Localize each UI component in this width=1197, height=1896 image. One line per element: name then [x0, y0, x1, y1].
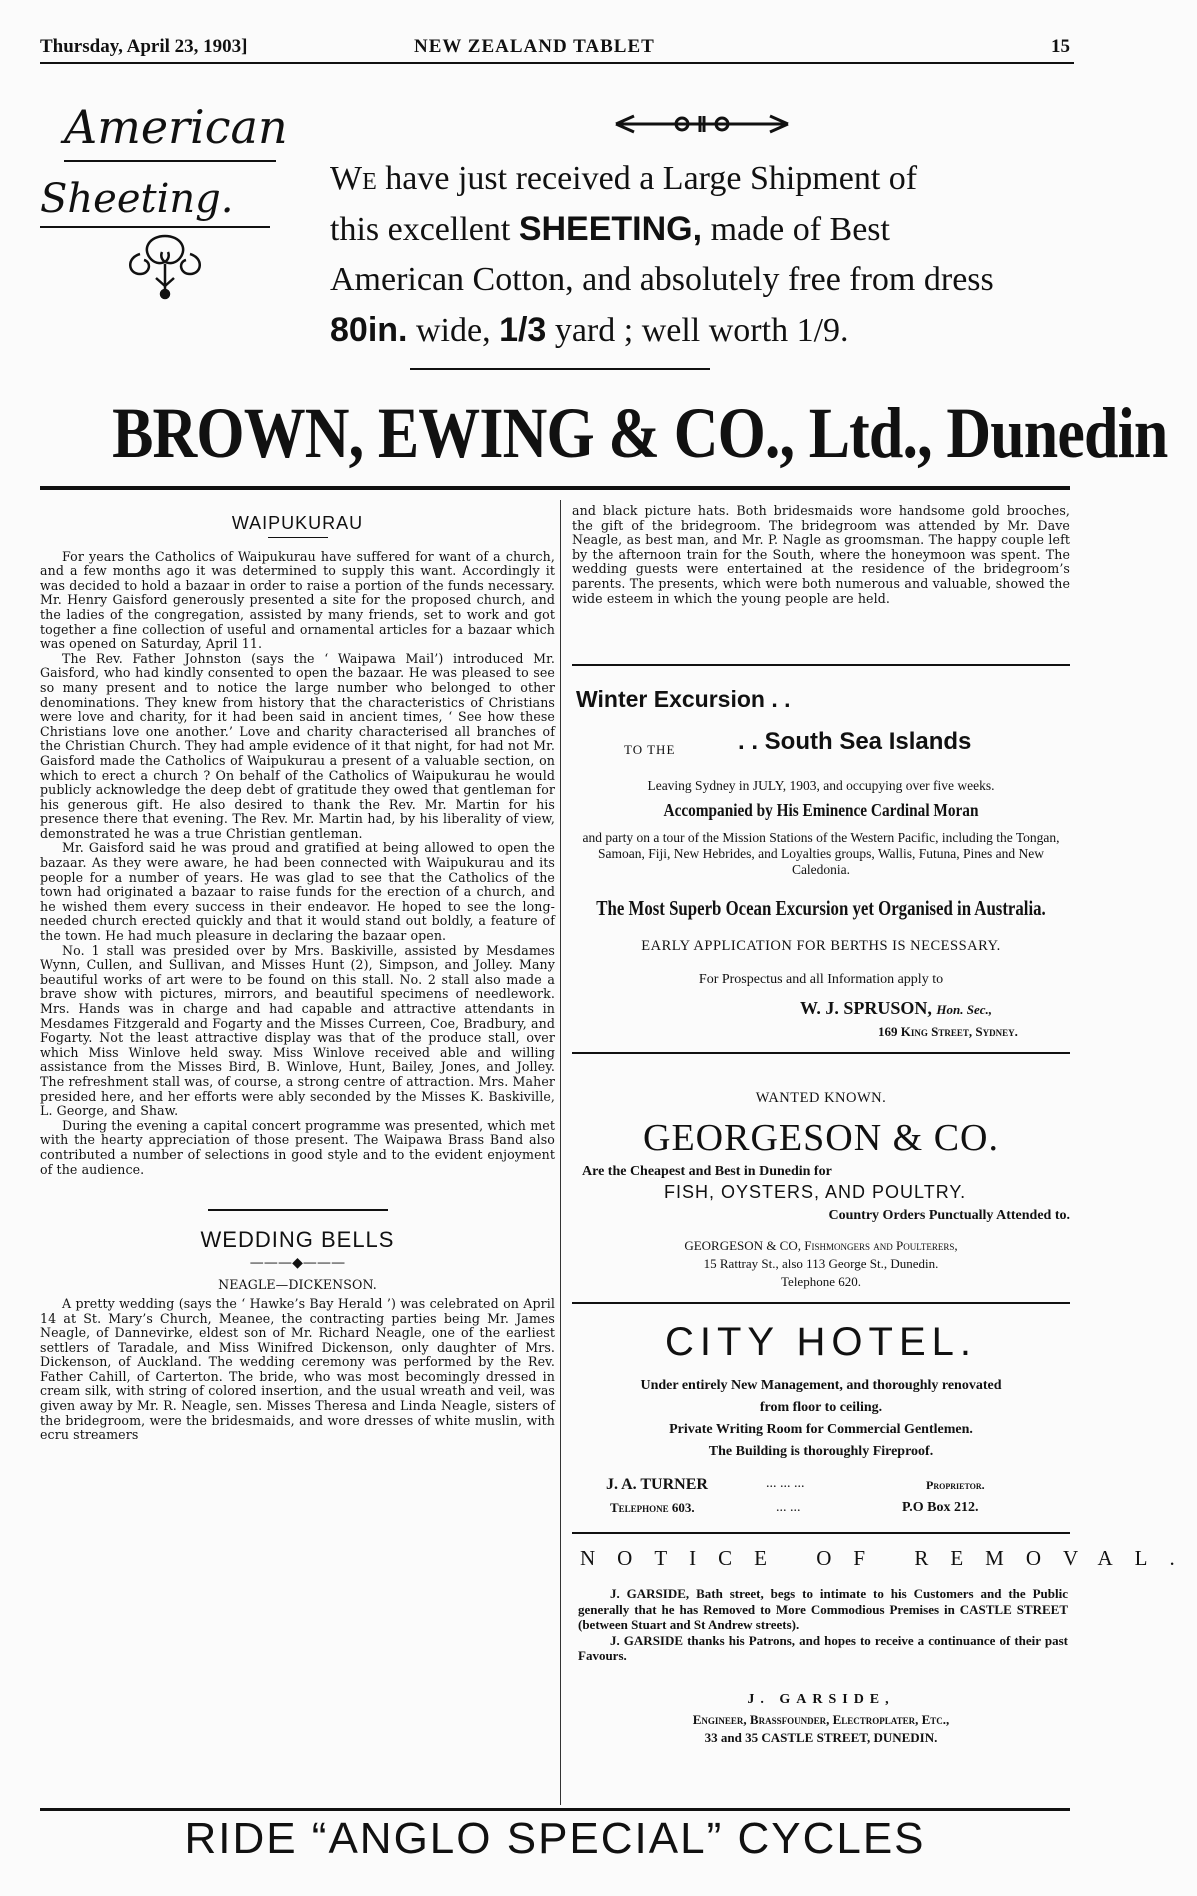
ad-line-2a: this excellent — [330, 211, 511, 248]
sheeting-ad-text — [330, 154, 1060, 356]
removal-body — [578, 1586, 1068, 1664]
hotel-line-1: Under entirely New Management, and thoroughly renovated — [640, 1378, 1002, 1393]
right-rule-3 — [572, 1302, 1070, 1304]
section-rule — [208, 1209, 388, 1211]
georgeson-line-2: FISH, OYSTERS, AND POULTRY. — [664, 1182, 967, 1202]
telephone-dots: ... ... — [776, 1500, 801, 1515]
company-name: BROWN, EWING & CO., Ltd., Dunedin — [112, 393, 1168, 473]
sheeting-word: SHEETING, — [518, 210, 703, 248]
removal-signature: J. GARSIDE, — [747, 1692, 895, 1707]
waipukurau-para-4: No. 1 stall was presided over by Mrs. Baskiville, assisted by Mesdames Wynn, Cullen, and Sullivan, and Misses Hunt (2), Simpson, and Jolley. Many beautiful works of art were to be found on this stall. No. 2 stall also made a brave show with pictures, mirrors, and beautiful specimens of needlework. Mrs. Hands was in charge and had capable and attractive attendants in Mesdames Fitzgerald and Fogarty and the Misses Curreen, Coe, Bradbury, and Fogarty. Not the least attractive display was that of the produce stall, over which Miss Winlove held sway. Miss Winlove received able and willing assistance from the Misses Bird, B. Winlove, Hunt, Bailey, Jones, and Jolley. The refreshment stall was, of course, a strong centre of attraction. Mrs. Maher presided here, and her efforts were ably seconded by the Misses K. Baskiville, L. George, and Shaw. — [40, 942, 555, 1119]
right-rule-2 — [572, 1052, 1070, 1054]
wanted-known: WANTED KNOWN. — [755, 1090, 887, 1106]
wedding-heading: WEDDING BELLS — [200, 1227, 395, 1253]
left-column — [40, 513, 555, 1443]
excursion-tour: and party on a tour of the Mission Stations of the Western Pacific, including the Tongan, Samoan, Fiji, New Hebrides, and Loyalties groups, Wallis, Futuna, Pines and New Caledonia. — [582, 830, 1060, 877]
wedding-subheading: NEAGLE—DICKENSON. — [218, 1277, 377, 1293]
waipukurau-para-5: During the evening a capital concert programme was presented, which met with the hearty appreciation of those present. The Waipawa Brass Band also contributed a number of selections in good style and to the evident enjoyment of the audience. — [40, 1117, 555, 1177]
width-value: 80in. — [330, 311, 408, 349]
footer-rule — [40, 1808, 1070, 1811]
proprietor-name: J. A. TURNER — [606, 1476, 708, 1493]
price-value: 1/3 — [499, 311, 547, 349]
page-header — [40, 28, 1074, 64]
diamond-rule: ———◆——— — [249, 1254, 346, 1271]
ad-line-4d: yard ; well worth 1/9. — [554, 312, 849, 349]
excursion-leaving: Leaving Sydney in JULY, 1903, and occupying over five weeks. — [647, 778, 995, 793]
ad-separator — [410, 368, 710, 370]
removal-para-1: J. GARSIDE, Bath street, begs to intimate to his Customers and the Public generally that he has Removed to More Commodious Premises in CASTLE STREET (between Stuart and St Andrew streets). — [578, 1586, 1068, 1632]
waipukurau-para-1: For years the Catholics of Waipukurau have suffered for want of a church, and a few months ago it was determined to supply this want. Accordingly it was decided to hold a bazaar in order to raise a portion of the funds necessary. Mr. Henry Gaisford generously presented a site for the proposed church, and the ladies of the congregation, assisted by many friends, set to work and got together a fine collection of useful and ornamental articles for a bazaar which was opened on Saturday, April 11. — [40, 548, 555, 652]
georgeson-line-6: Telephone 620. — [781, 1274, 861, 1289]
footer-ad: RIDE “ANGLO SPECIAL” CYCLES — [184, 1814, 926, 1863]
waipukurau-para-2: The Rev. Father Johnston (says the ‘ Waipawa Mail’) introduced Mr. Gaisford, who had kindly consented to open the bazaar. He was pleased to see so many present and to notice the large number who belonged to other denominations. They knew from history that the characteristics of Christians were love and charity, for it had been said in ancient times, ‘ See how these Christians love one another.’ Love and charity characterised all branches of the Christian Church. They had ample evidence of it that night, for had not Mr. Gaisford made the Catholics of Waipukurau a present of a valuable section, on which to erect a church ? On behalf of the Catholics of Waipukurau he would publicly acknowledge the deep debt of gratitude they owed that gentleman for his generous gift. He also desired to thank the Rev. Mr. Martin for his presence there that evening. The Rev. Mr. Martin had, by his liberality of view, demonstrated he was a true Christian gentleman. — [40, 650, 555, 841]
issue-date: Thursday, April 23, 1903] — [40, 36, 248, 57]
ad-line-2c: made of Best — [710, 211, 890, 248]
masthead-rule — [40, 486, 1070, 490]
proprietor-label: Proprietor. — [926, 1478, 985, 1492]
title-underline — [64, 160, 276, 162]
removal-trade: Engineer, Brassfounder, Electroplater, Etc., — [692, 1712, 950, 1727]
removal-para-2: J. GARSIDE thanks his Patrons, and hopes to receive a continuance of their past Favours. — [578, 1632, 1068, 1663]
georgeson-name: GEORGESON & CO. — [643, 1117, 999, 1159]
wedding-continued-text: and black picture hats. Both bridesmaids wore handsome gold brooches, the gift of the bridegroom. The bridegroom was attended by Mr. Dave Neagle, as best man, and Mr. P. Nagle as groomsman. The happy couple left by the afternoon train for the South, where the honeymoon was spent. The wedding guests were entertained at the residence of the bridegroom’s parents. The presents, which were both numerous and valuable, showed the wide esteem in which the young people are held. — [572, 503, 1070, 606]
right-rule-1 — [572, 664, 1070, 666]
excursion-superb: The Most Superb Ocean Excursion yet Organised in Australia. — [596, 896, 1046, 920]
agent-name: W. J. SPRUSON, — [800, 998, 932, 1018]
excursion-destination: . . South Sea Islands — [738, 728, 972, 755]
heading-rule — [268, 537, 328, 538]
american-title: American — [64, 100, 288, 154]
excursion-to-the: TO THE — [624, 742, 676, 757]
hotel-line-4: The Building is thoroughly Fireproof. — [708, 1444, 934, 1459]
georgeson-line-4: GEORGESON & CO, Fishmongers and Poulterers, — [684, 1238, 958, 1253]
flourish-ornament-icon — [612, 110, 792, 138]
wedding-text: A pretty wedding (says the ‘ Hawke’s Bay Herald ’) was celebrated on April 14 at St. Mary’s Church, Meanee, the contracting parties being Mr. James Neagle, of Dannevirke, eldest son of Mr. Richard Neagle, one of the earliest settlers of Taradale, and Miss Winifred Dickenson, only daughter of Mrs. Dickenson, of Auckland. The wedding ceremony was performed by the Rev. Father Cahill, of Carterton. The bride, who was most becomingly dressed in cream silk, with string of colored insertion, and the usual wreath and veil, was given away by Mr. R. Neagle, sen. Misses Theresa and Linda Neagle, sisters of the bridegroom, were the bridesmaids, and wore dresses of white muslin, with ecru streamers — [40, 1295, 555, 1443]
right-rule-4 — [572, 1532, 1070, 1534]
excursion-early: EARLY APPLICATION FOR BERTHS IS NECESSARY. — [641, 938, 1001, 954]
intro-cap: We — [330, 160, 377, 197]
georgeson-line-5: 15 Rattray St., also 113 George St., Dunedin. — [703, 1256, 939, 1271]
waipukurau-heading: WAIPUKURAU — [231, 513, 364, 533]
city-hotel-name: CITY HOTEL. — [665, 1320, 977, 1364]
floral-ornament-icon — [120, 228, 210, 308]
ad-line-4b: wide, — [415, 312, 491, 349]
page-number: 15 — [1051, 36, 1070, 57]
paper-title: NEW ZEALAND TABLET — [414, 36, 655, 57]
georgeson-line-1: Are the Cheapest and Best in Dunedin for — [582, 1164, 832, 1179]
agent-title: Hon. Sec., — [936, 1002, 992, 1017]
georgeson-line-3: Country Orders Punctually Attended to. — [828, 1208, 1070, 1223]
column-divider — [560, 500, 561, 1805]
excursion-prospectus: For Prospectus and all Information apply to — [698, 972, 944, 987]
sheeting-title: Sheeting. — [40, 176, 234, 222]
hotel-line-3: Private Writing Room for Commercial Gentlemen. — [669, 1422, 973, 1437]
ad-line-3: American Cotton, and absolutely free from dress — [330, 261, 994, 298]
excursion-accompanied: Accompanied by His Eminence Cardinal Moran — [663, 800, 979, 820]
proprietor-dots: ... ... ... — [766, 1476, 805, 1491]
ad-line-1: have just received a Large Shipment of — [385, 160, 918, 197]
agent-address: 169 King Street, Sydney. — [878, 1024, 1018, 1039]
waipukurau-para-3: Mr. Gaisford said he was proud and gratified at being allowed to open the bazaar. As they were aware, he had been connected with Waipukurau and its people for a number of years. He was glad to see that the Catholics of the town had originated a bazaar to raise funds for the erection of a church, and he wished them every success in their endeavor. He hoped to see the long-needed church erected quickly and that it would stand out boldly, a feature of the town. He had much pleasure in declaring the bazaar open. — [40, 840, 555, 944]
hotel-telephone: Telephone 603. — [610, 1500, 695, 1515]
hotel-line-2: from floor to ceiling. — [759, 1400, 883, 1415]
removal-address: 33 and 35 CASTLE STREET, DUNEDIN. — [704, 1730, 938, 1745]
hotel-pobox: P.O Box 212. — [902, 1500, 979, 1515]
removal-title: NOTICE OF REMOVAL. — [580, 1546, 1197, 1570]
excursion-title: Winter Excursion . . — [576, 686, 791, 712]
wedding-continued — [572, 504, 1070, 606]
